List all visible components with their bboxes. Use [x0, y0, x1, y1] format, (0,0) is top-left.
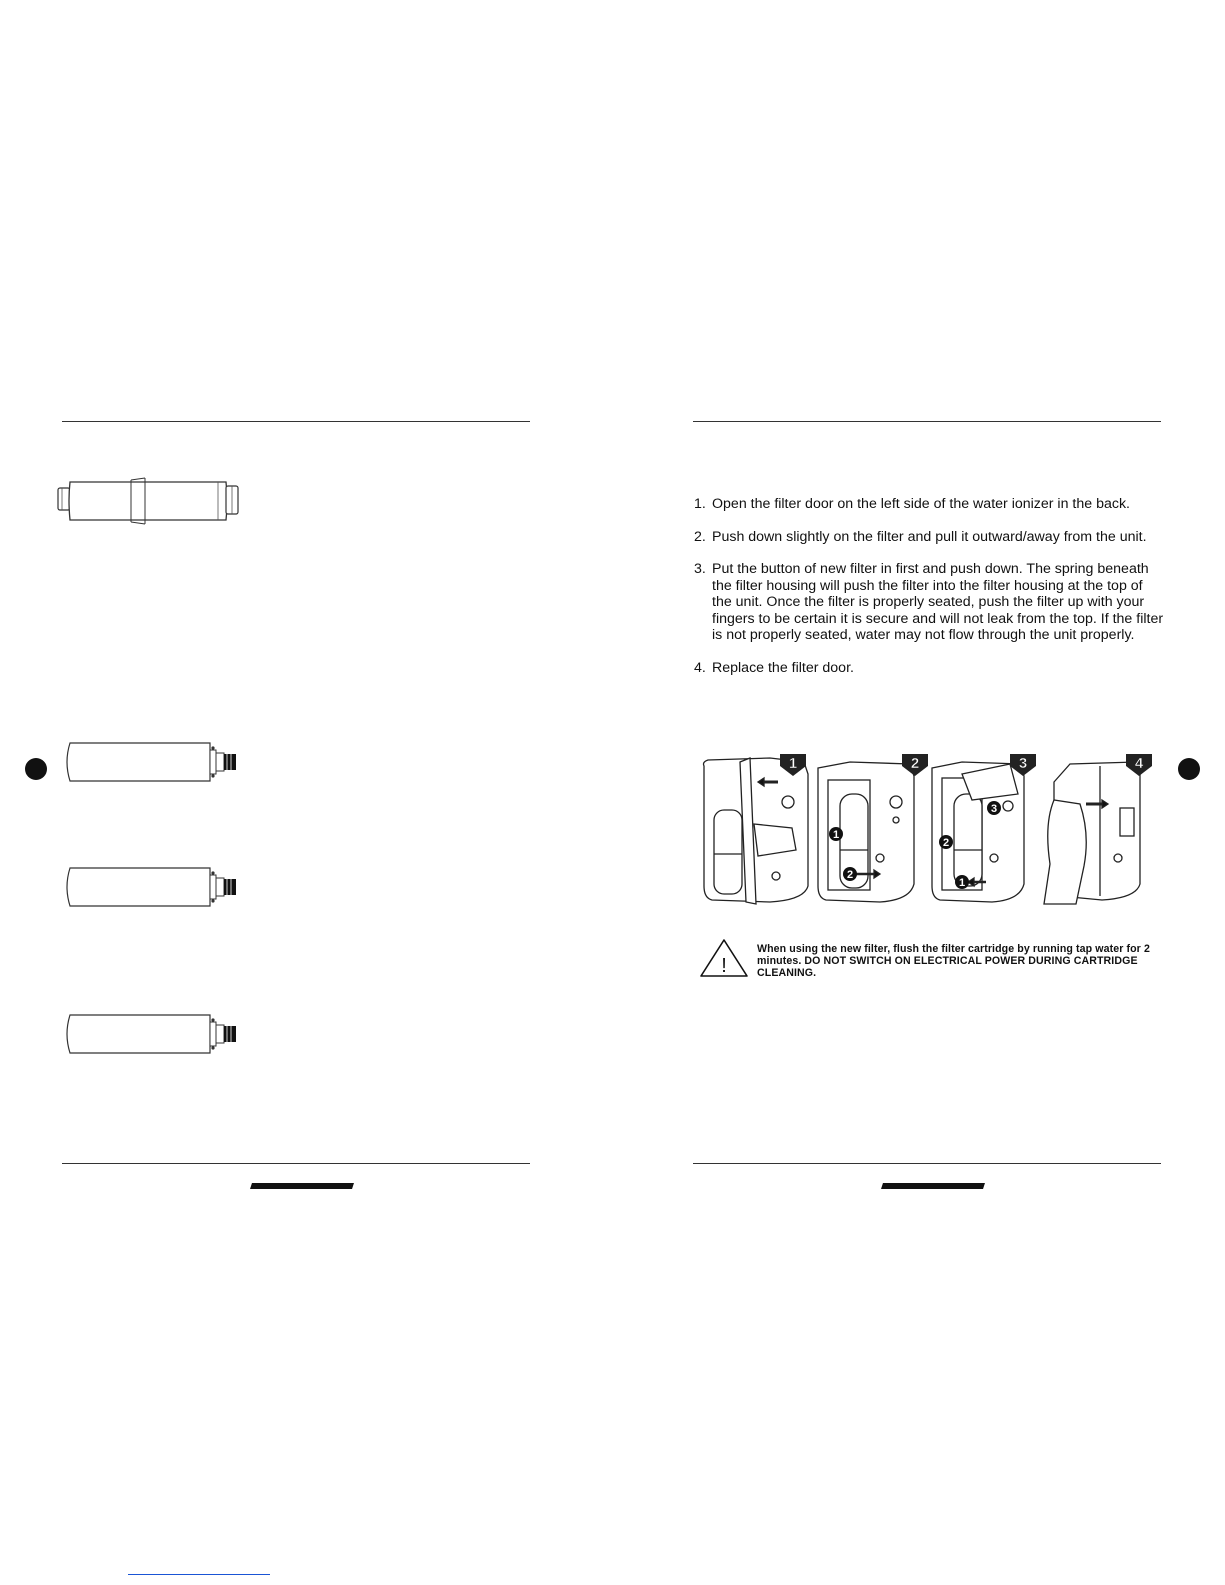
bottom-link-underline: [128, 1574, 270, 1575]
step-number: 4.: [694, 659, 706, 676]
warning-triangle-icon: [698, 937, 750, 979]
filter-cartridge-illustration-1: [60, 740, 250, 784]
left-binding-dot: [25, 758, 47, 780]
step-number: 3.: [694, 561, 706, 577]
filter-cartridge-illustration-2: [60, 865, 250, 909]
filter-cartridge-illustration-3: [60, 1012, 250, 1056]
callout-number: 1: [958, 877, 966, 889]
callout-number: 3: [990, 803, 998, 815]
right-top-rule: [693, 421, 1161, 422]
filter-replacement-figure: [700, 754, 1160, 916]
step-4: [694, 660, 1164, 677]
panel-number: 1: [788, 755, 798, 772]
callout-panel3-c: [955, 875, 969, 889]
step-text: Put the button of new filter in first and push down. The spring beneath the filter housing will push the filter into the filter housing at the top of the unit. Once the filter is properly seated, push the filter up with your fingers to be certain it is secure and will not leak from the top. If the filter is not properly seated, water may not flow through the unit properly.: [712, 561, 1164, 643]
panel-badge-1: [780, 754, 806, 776]
callout-panel3-a: [939, 835, 953, 849]
step-2: [694, 529, 1164, 546]
left-footer-bar: [250, 1183, 354, 1189]
right-bottom-rule: [693, 1163, 1161, 1164]
callout-panel3-b: [987, 801, 1001, 815]
left-top-rule: [62, 421, 530, 422]
step-1: [694, 496, 1164, 513]
step-number: 1.: [694, 496, 706, 512]
panel-badge-4: [1126, 754, 1152, 776]
panel-badge-2: [902, 754, 928, 776]
panel-4-close-door: [1044, 762, 1140, 904]
callout-number: 2: [942, 837, 950, 849]
panel-number: 2: [910, 755, 920, 772]
left-bottom-rule: [62, 1163, 530, 1164]
callout-panel2-b: [843, 867, 857, 881]
step-3: [694, 561, 1164, 644]
panel-3-insert-filter: [932, 762, 1024, 902]
callout-number: 2: [846, 869, 854, 881]
step-text: Open the filter door on the left side of the water ionizer in the back.: [712, 496, 1130, 512]
step-number: 2.: [694, 528, 706, 545]
pre-filter-illustration: [56, 472, 246, 532]
warning-text: When using the new filter, flush the filter cartridge by running tap water for 2 minutes. DO NOT SWITCH ON ELECTRICAL POWER DURING CARTRIDGE CLEANING.: [757, 943, 1150, 979]
callout-number: 1: [832, 829, 840, 841]
step-text: Push down slightly on the filter and pull it outward/away from the unit.: [712, 528, 1147, 545]
step-text: Replace the filter door.: [712, 659, 854, 676]
right-footer-bar: [881, 1183, 985, 1189]
panel-1-open-door: [704, 758, 809, 904]
panel-number: 3: [1018, 755, 1028, 772]
panel-badge-3: [1010, 754, 1036, 776]
panel-number: 4: [1134, 755, 1144, 772]
filter-replacement-steps: [694, 496, 1164, 692]
warning-glyph: !: [721, 955, 727, 977]
callout-panel2-a: [829, 827, 843, 841]
right-binding-dot: [1178, 758, 1200, 780]
